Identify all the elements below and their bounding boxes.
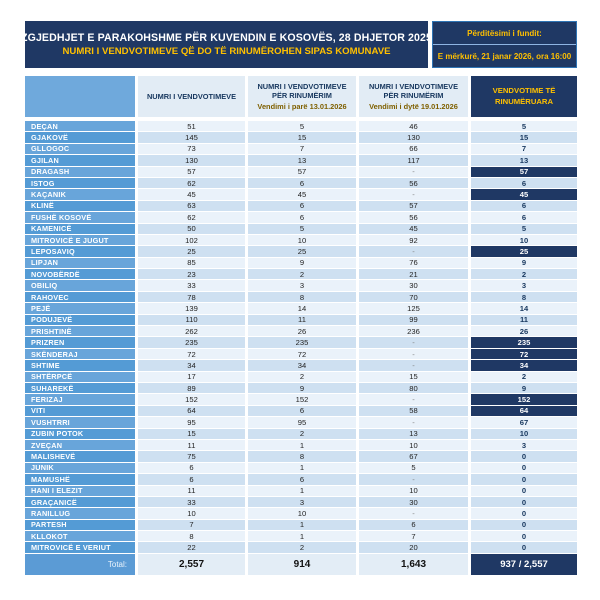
polling-stations-value: 130 — [138, 155, 245, 165]
second-decision-value: 80 — [359, 383, 468, 393]
first-decision-value: 2 — [248, 429, 356, 439]
table-row — [25, 178, 577, 188]
municipality-name: RAHOVEC — [25, 292, 135, 302]
total-first-decision: 914 — [248, 554, 356, 575]
table-row — [25, 406, 577, 416]
second-decision-column-header — [359, 76, 468, 117]
polling-stations-value: 62 — [138, 212, 245, 222]
municipality-name: GLLOGOC — [25, 144, 135, 154]
recounted-value: 0 — [471, 451, 577, 461]
polling-stations-column-header — [138, 76, 245, 117]
recounted-value: 9 — [471, 383, 577, 393]
table-row — [25, 246, 577, 256]
second-decision-value: - — [359, 474, 468, 484]
table-row — [25, 303, 577, 313]
recounted-value: 10 — [471, 429, 577, 439]
second-decision-value: 5 — [359, 463, 468, 473]
first-decision-column-sublabel: Vendimi i parë 13.01.2026 — [257, 101, 347, 111]
polling-stations-value: 64 — [138, 406, 245, 416]
recounted-value: 0 — [471, 497, 577, 507]
polling-stations-value: 62 — [138, 178, 245, 188]
table-row — [25, 132, 577, 142]
second-decision-value: 57 — [359, 201, 468, 211]
municipality-column-header — [25, 76, 135, 117]
recounted-column-label: VENDVOTIME TË RINUMËRUARA — [492, 86, 556, 106]
recounted-value: 10 — [471, 235, 577, 245]
polling-stations-column-label: NUMRI I VENDVOTIMEVE — [146, 91, 237, 101]
first-decision-value: 6 — [248, 201, 356, 211]
table-row — [25, 212, 577, 222]
page-title: ZGJEDHJET E PARAKOHSHME PËR KUVENDIN E KOSOVËS, 28 DHJETOR 2025 — [21, 32, 432, 44]
title-block — [21, 21, 432, 68]
polling-stations-value: 57 — [138, 167, 245, 177]
recounted-value: 7 — [471, 144, 577, 154]
second-decision-value: - — [359, 189, 468, 199]
municipality-name: VITI — [25, 406, 135, 416]
polling-stations-value: 25 — [138, 246, 245, 256]
recounted-value: 3 — [471, 280, 577, 290]
second-decision-value: - — [359, 337, 468, 347]
recounted-value: 0 — [471, 520, 577, 530]
total-label: Total: — [25, 554, 135, 575]
first-decision-value: 7 — [248, 144, 356, 154]
first-decision-value: 34 — [248, 360, 356, 370]
last-update-label: Përditësimi i fundit: — [467, 28, 542, 38]
recounted-value: 152 — [471, 394, 577, 404]
recounted-value: 3 — [471, 440, 577, 450]
recounted-value: 2 — [471, 372, 577, 382]
municipality-name: NOVOBËRDË — [25, 269, 135, 279]
first-decision-value: 95 — [248, 417, 356, 427]
second-decision-value: - — [359, 394, 468, 404]
municipality-name: OBILIQ — [25, 280, 135, 290]
municipality-name: KAÇANIK — [25, 189, 135, 199]
polling-stations-value: 51 — [138, 121, 245, 131]
table-row — [25, 144, 577, 154]
recounted-value: 0 — [471, 463, 577, 473]
polling-stations-value: 10 — [138, 508, 245, 518]
first-decision-value: 1 — [248, 440, 356, 450]
table-row — [25, 201, 577, 211]
second-decision-value: 20 — [359, 542, 468, 552]
municipality-name: ZUBIN POTOK — [25, 429, 135, 439]
first-decision-value: 10 — [248, 508, 356, 518]
polling-stations-value: 6 — [138, 474, 245, 484]
municipality-name: PODUJEVË — [25, 315, 135, 325]
table-row — [25, 280, 577, 290]
recounted-value: 0 — [471, 486, 577, 496]
recounted-value: 2 — [471, 269, 577, 279]
recounted-value: 8 — [471, 292, 577, 302]
polling-stations-value: 152 — [138, 394, 245, 404]
first-decision-value: 72 — [248, 349, 356, 359]
polling-stations-value: 6 — [138, 463, 245, 473]
recounted-value: 0 — [471, 531, 577, 541]
recounted-value: 5 — [471, 121, 577, 131]
polling-stations-value: 11 — [138, 440, 245, 450]
polling-stations-value: 235 — [138, 337, 245, 347]
polling-stations-value: 262 — [138, 326, 245, 336]
recounted-column-header — [471, 76, 577, 117]
second-decision-value: 117 — [359, 155, 468, 165]
municipality-name: KAMENICË — [25, 224, 135, 234]
second-decision-value: 56 — [359, 212, 468, 222]
table-row — [25, 121, 577, 131]
polling-stations-value: 102 — [138, 235, 245, 245]
polling-stations-value: 78 — [138, 292, 245, 302]
table-row — [25, 269, 577, 279]
first-decision-value: 26 — [248, 326, 356, 336]
last-update-box — [432, 21, 577, 68]
second-decision-value: 10 — [359, 486, 468, 496]
first-decision-value: 2 — [248, 269, 356, 279]
table-row — [25, 337, 577, 347]
table-row — [25, 440, 577, 450]
municipality-name: RANILLUG — [25, 508, 135, 518]
first-decision-value: 1 — [248, 463, 356, 473]
recounted-value: 6 — [471, 201, 577, 211]
second-decision-value: - — [359, 508, 468, 518]
second-decision-value: - — [359, 360, 468, 370]
table-row — [25, 167, 577, 177]
municipality-name: PEJË — [25, 303, 135, 313]
table-row — [25, 258, 577, 268]
first-decision-value: 3 — [248, 280, 356, 290]
first-decision-value: 57 — [248, 167, 356, 177]
total-recounted: 937 / 2,557 — [471, 554, 577, 575]
polling-stations-value: 15 — [138, 429, 245, 439]
first-decision-value: 1 — [248, 531, 356, 541]
first-decision-value: 8 — [248, 292, 356, 302]
table-row — [25, 383, 577, 393]
second-decision-value: 30 — [359, 280, 468, 290]
recounted-value: 11 — [471, 315, 577, 325]
municipality-name: FUSHË KOSOVË — [25, 212, 135, 222]
municipality-name: LIPJAN — [25, 258, 135, 268]
first-decision-value: 5 — [248, 224, 356, 234]
second-decision-value: - — [359, 349, 468, 359]
recounted-value: 72 — [471, 349, 577, 359]
table-row — [25, 224, 577, 234]
second-decision-value: 70 — [359, 292, 468, 302]
municipality-name: MAMUSHË — [25, 474, 135, 484]
recounted-value: 45 — [471, 189, 577, 199]
first-decision-value: 152 — [248, 394, 356, 404]
second-decision-value: 10 — [359, 440, 468, 450]
column-headers — [25, 76, 577, 117]
first-decision-value: 10 — [248, 235, 356, 245]
second-decision-value: 58 — [359, 406, 468, 416]
municipality-name: KLLOKOT — [25, 531, 135, 541]
second-decision-value: 92 — [359, 235, 468, 245]
polling-stations-value: 45 — [138, 189, 245, 199]
table-row — [25, 292, 577, 302]
first-decision-value: 15 — [248, 132, 356, 142]
recounted-value: 5 — [471, 224, 577, 234]
second-decision-value: 6 — [359, 520, 468, 530]
recounted-value: 15 — [471, 132, 577, 142]
polling-stations-value: 63 — [138, 201, 245, 211]
second-decision-value: - — [359, 167, 468, 177]
municipality-name: FERIZAJ — [25, 394, 135, 404]
recounted-value: 13 — [471, 155, 577, 165]
first-decision-column-label: NUMRI I VENDVOTIMEVE PËR RINUMËRIM — [257, 81, 347, 101]
first-decision-value: 6 — [248, 212, 356, 222]
municipality-name: ISTOG — [25, 178, 135, 188]
table-row — [25, 155, 577, 165]
header — [21, 21, 577, 68]
first-decision-value: 6 — [248, 178, 356, 188]
recounted-value: 9 — [471, 258, 577, 268]
municipality-name: ZVEÇAN — [25, 440, 135, 450]
first-decision-value: 14 — [248, 303, 356, 313]
table-row — [25, 486, 577, 496]
table-row — [25, 235, 577, 245]
first-decision-value: 11 — [248, 315, 356, 325]
table-row — [25, 349, 577, 359]
municipality-name: SUHAREKË — [25, 383, 135, 393]
second-decision-value: 45 — [359, 224, 468, 234]
second-decision-value: 125 — [359, 303, 468, 313]
table-row — [25, 394, 577, 404]
polling-stations-value: 89 — [138, 383, 245, 393]
recounted-value: 6 — [471, 178, 577, 188]
first-decision-value: 5 — [248, 121, 356, 131]
table-row — [25, 531, 577, 541]
municipality-name: SHTIME — [25, 360, 135, 370]
municipality-name: DEÇAN — [25, 121, 135, 131]
second-decision-value: - — [359, 417, 468, 427]
municipality-name: PRISHTINË — [25, 326, 135, 336]
polling-stations-value: 139 — [138, 303, 245, 313]
first-decision-value: 9 — [248, 258, 356, 268]
table-row — [25, 508, 577, 518]
polling-stations-value: 72 — [138, 349, 245, 359]
table-row — [25, 360, 577, 370]
polling-stations-value: 34 — [138, 360, 245, 370]
recounted-value: 14 — [471, 303, 577, 313]
municipality-name: GJILAN — [25, 155, 135, 165]
polling-stations-value: 75 — [138, 451, 245, 461]
municipality-name: SKËNDERAJ — [25, 349, 135, 359]
polling-stations-value: 7 — [138, 520, 245, 530]
municipality-name: PARTESH — [25, 520, 135, 530]
total-row — [25, 554, 577, 575]
recounted-value: 0 — [471, 508, 577, 518]
first-decision-value: 1 — [248, 486, 356, 496]
first-decision-value: 2 — [248, 542, 356, 552]
recounted-value: 67 — [471, 417, 577, 427]
municipality-name: MITROVICË E VERIUT — [25, 542, 135, 552]
recounted-value: 64 — [471, 406, 577, 416]
first-decision-value: 13 — [248, 155, 356, 165]
first-decision-value: 45 — [248, 189, 356, 199]
recounted-value: 25 — [471, 246, 577, 256]
municipality-name: MALISHEVË — [25, 451, 135, 461]
table-row — [25, 372, 577, 382]
total-polling-stations: 2,557 — [138, 554, 245, 575]
polling-stations-value: 73 — [138, 144, 245, 154]
recounted-value: 0 — [471, 542, 577, 552]
municipality-name: MITROVICË E JUGUT — [25, 235, 135, 245]
table-row — [25, 315, 577, 325]
polling-stations-value: 95 — [138, 417, 245, 427]
second-decision-column-sublabel: Vendimi i dytë 19.01.2026 — [369, 101, 458, 111]
municipality-name: KLINË — [25, 201, 135, 211]
table-row — [25, 451, 577, 461]
table-container — [21, 21, 577, 575]
second-decision-value: 56 — [359, 178, 468, 188]
table-row — [25, 474, 577, 484]
polling-stations-value: 11 — [138, 486, 245, 496]
second-decision-value: 46 — [359, 121, 468, 131]
table-row — [25, 189, 577, 199]
table-row — [25, 417, 577, 427]
recounted-value: 26 — [471, 326, 577, 336]
polling-stations-value: 23 — [138, 269, 245, 279]
recounted-value: 57 — [471, 167, 577, 177]
recounted-value: 34 — [471, 360, 577, 370]
second-decision-value: 67 — [359, 451, 468, 461]
municipality-name: DRAGASH — [25, 167, 135, 177]
first-decision-value: 3 — [248, 497, 356, 507]
recounted-value: 0 — [471, 474, 577, 484]
first-decision-value: 8 — [248, 451, 356, 461]
second-decision-value: 66 — [359, 144, 468, 154]
second-decision-value: 76 — [359, 258, 468, 268]
second-decision-value: 236 — [359, 326, 468, 336]
polling-stations-value: 85 — [138, 258, 245, 268]
recounted-value: 235 — [471, 337, 577, 347]
municipality-name: SHTËRPCË — [25, 372, 135, 382]
municipality-name: PRIZREN — [25, 337, 135, 347]
table-row — [25, 429, 577, 439]
polling-stations-value: 110 — [138, 315, 245, 325]
polling-stations-value: 8 — [138, 531, 245, 541]
second-decision-value: 30 — [359, 497, 468, 507]
first-decision-value: 235 — [248, 337, 356, 347]
polling-stations-value: 17 — [138, 372, 245, 382]
last-update-value: E mërkurë, 21 janar 2026, ora 16:00 — [437, 51, 572, 61]
first-decision-value: 1 — [248, 520, 356, 530]
second-decision-value: 13 — [359, 429, 468, 439]
first-decision-column-header — [248, 76, 356, 117]
second-decision-value: 15 — [359, 372, 468, 382]
total-second-decision: 1,643 — [359, 554, 468, 575]
page-subtitle: NUMRI I VENDVOTIMEVE QË DO TË RINUMËROHEN SIPAS KOMUNAVE — [62, 46, 391, 57]
first-decision-value: 25 — [248, 246, 356, 256]
municipality-name: VUSHTRRI — [25, 417, 135, 427]
second-decision-value: 21 — [359, 269, 468, 279]
table-row — [25, 497, 577, 507]
second-decision-value: 130 — [359, 132, 468, 142]
table-body — [25, 121, 577, 553]
table-row — [25, 326, 577, 336]
first-decision-value: 2 — [248, 372, 356, 382]
table-row — [25, 520, 577, 530]
second-decision-value: 99 — [359, 315, 468, 325]
polling-stations-value: 33 — [138, 497, 245, 507]
recounted-value: 6 — [471, 212, 577, 222]
first-decision-value: 9 — [248, 383, 356, 393]
polling-stations-value: 50 — [138, 224, 245, 234]
municipality-name: LEPOSAVIQ — [25, 246, 135, 256]
polling-stations-value: 145 — [138, 132, 245, 142]
second-decision-column-label: NUMRI I VENDVOTIMEVE PËR RINUMËRIM — [368, 81, 459, 101]
municipality-name: GRAÇANICË — [25, 497, 135, 507]
table-row — [25, 463, 577, 473]
first-decision-value: 6 — [248, 474, 356, 484]
municipality-name: JUNIK — [25, 463, 135, 473]
first-decision-value: 6 — [248, 406, 356, 416]
second-decision-value: - — [359, 246, 468, 256]
second-decision-value: 7 — [359, 531, 468, 541]
polling-stations-value: 22 — [138, 542, 245, 552]
municipality-name: HANI I ELEZIT — [25, 486, 135, 496]
municipality-name: GJAKOVË — [25, 132, 135, 142]
table-row — [25, 542, 577, 552]
polling-stations-value: 33 — [138, 280, 245, 290]
